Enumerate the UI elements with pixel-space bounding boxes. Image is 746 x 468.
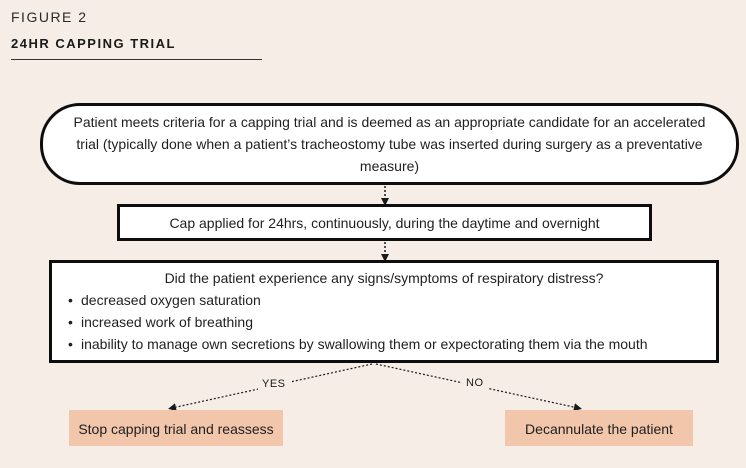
figure-label: FIGURE 2 [11,9,88,25]
decannulate-text: Decannulate the patient [525,421,673,437]
criteria-text: Patient meets criteria for a capping trial and is deemed as an appropriate candidate for an accelerated trial (typically done when a patient’s tracheostomy tube was inserted during surgery as a preventative measure) [73,114,706,174]
symptom-item: • inability to manage own secretions by swallowing them or expectorating them via the mouth [66,333,716,355]
symptom-list [66,289,716,355]
criteria-box [40,103,739,185]
symptom-item: • decreased oxygen saturation [66,289,716,311]
decannulate-outcome [505,410,693,446]
stop-capping-outcome [69,410,283,446]
yes-label: YES [262,378,286,390]
distress-question-box [49,260,719,363]
symptom-item: • increased work of breathing [66,311,716,333]
cap-applied-text: Cap applied for 24hrs, continuously, during the daytime and overnight [169,215,600,231]
distress-question-text: Did the patient experience any signs/symptoms of respiratory distress? [164,270,604,286]
cap-applied-box [117,204,652,241]
no-label: NO [466,377,484,389]
stop-capping-text: Stop capping trial and reassess [78,421,274,437]
figure-title: 24HR CAPPING TRIAL [11,36,176,51]
